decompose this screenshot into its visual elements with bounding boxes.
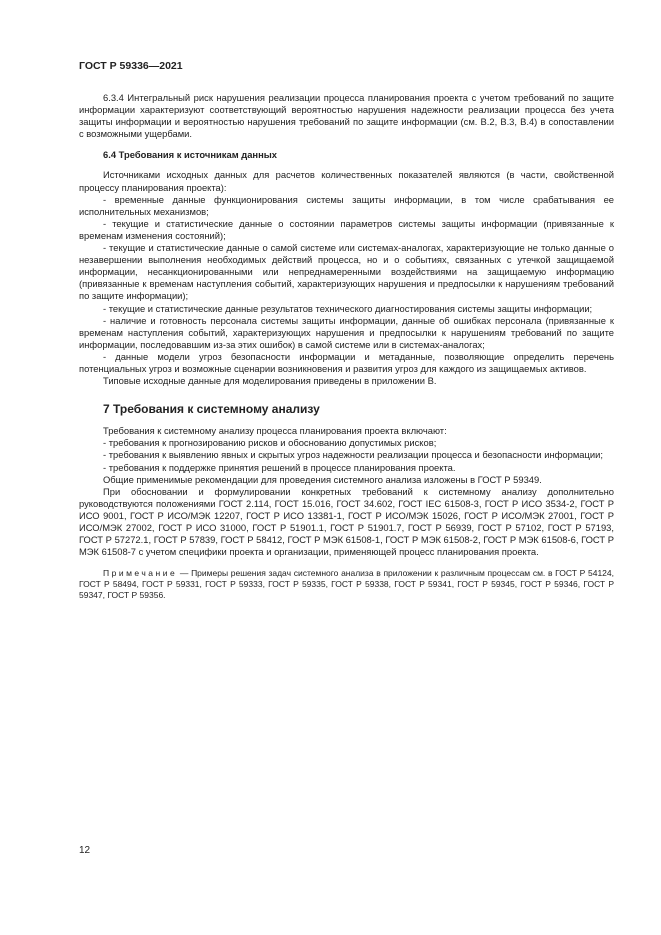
list-item: - требования к выявлению явных и скрытых угроз надежности реализации процесса и безопасности информации; bbox=[103, 449, 603, 461]
list-item: - временные данные функционирования системы защиты информации, в том числе срабатывания ее исполнительных механизмов; bbox=[79, 193, 614, 217]
page-content bbox=[79, 92, 614, 601]
list-item: - текущие и статистические данные результатов технического диагностирования системы защиты информации; bbox=[103, 302, 593, 314]
section-6-4-closing: Типовые исходные данные для моделирования приведены в приложении В. bbox=[103, 375, 437, 387]
list-item: - требования к поддержке принятия решений в процессе планирования проекта. bbox=[103, 461, 456, 473]
note-text: — Примеры решения задач системного анализа в приложении к различным процессам см. в ГОСТ Р 54124, ГОСТ Р 58494, ГОСТ Р 59331, ГОСТ Р 59333, ГОСТ Р 59335, ГОСТ Р 59338, ГОСТ Р 59341, ГОСТ Р 59345, ГОСТ Р 59346, ГОСТ Р 59347, ГОСТ Р 59356. bbox=[79, 568, 614, 601]
list-item: - данные модели угроз безопасности информации и метаданные, позволяющие определить перечень потенциальных угроз и возможные сценарии возникновения и развития угроз для каждого из защищаемых активов. bbox=[79, 350, 614, 374]
section-6-4-title: 6.4 Требования к источникам данных bbox=[103, 149, 277, 161]
note bbox=[79, 568, 614, 601]
page-number: 12 bbox=[79, 845, 91, 856]
section-6-4-intro: Источниками исходных данных для расчетов количественных показателей являются (в части, свойственной процессу планирования проекта): bbox=[79, 169, 614, 193]
section-7-title: 7 Требования к системному анализу bbox=[103, 402, 320, 417]
list-item: - текущие и статистические данные о самой системе или системах-аналогах, характеризующие не только данные о незавершении выполнения необходимых действий процесса, но и о событиях, связанных с утечкой защищаемой информации, несанкционированными или непреднамеренными воздействиями на защищаемую информацию (привязанные к временам наступления событий, характеризующих нарушения и предпосылки к нарушениям требований по защите информации); bbox=[79, 242, 614, 302]
note-label: Примечание bbox=[103, 568, 178, 579]
section-7-intro: Требования к системному анализу процесса планирования проекта включают: bbox=[103, 425, 447, 437]
document-header: ГОСТ Р 59336—2021 bbox=[79, 60, 183, 72]
paragraph-6-3-4: 6.3.4 Интегральный риск нарушения реализации процесса планирования проекта с учетом требований по защите информации характеризуют соответствующий вероятностью нарушения надежности реализации процесса без учета защиты информации и вероятностью нарушения требований по защите информации (см. В.2, В.3, В.4) в сопоставлении с возможными ущербами. bbox=[79, 92, 614, 140]
section-7-paragraph-1: Общие применимые рекомендации для проведения системного анализа изложены в ГОСТ Р 59349. bbox=[103, 473, 542, 485]
list-item: - требования к прогнозированию рисков и обоснованию допустимых рисков; bbox=[103, 437, 437, 449]
list-item: - наличие и готовность персонала системы защиты информации, данные об ошибках персонала (привязанные к временам наступления событий, характеризующих нарушения и предпосылки к нарушениям требований по защите информации, последовавшим из-за этих ошибок) в самой системе или в системах-аналогах; bbox=[79, 314, 614, 350]
section-7-paragraph-2: При обосновании и формулировании конкретных требований к системному анализу дополнительно руководствуются положениями ГОСТ 2.114, ГОСТ 15.016, ГОСТ 34.602, ГОСТ IEC 61508-3, ГОСТ Р ИСО 3534-2, ГОСТ Р ИСО 9001, ГОСТ Р ИСО/МЭК 12207, ГОСТ Р ИСО 13381-1, ГОСТ Р ИСО/МЭК 15026, ГОСТ Р ИСО/МЭК 27001, ГОСТ Р ИСО/МЭК 27002, ГОСТ Р ИСО 31000, ГОСТ Р 51901.1, ГОСТ Р 51901.7, ГОСТ Р 56939, ГОСТ Р 57102, ГОСТ Р 57193, ГОСТ Р 57272.1, ГОСТ Р 57839, ГОСТ Р 58412, ГОСТ Р МЭК 61508-1, ГОСТ Р МЭК 61508-2, ГОСТ Р МЭК 61508-6, ГОСТ Р МЭК 61508-7 с учетом специфики проекта и организации, применяющей процесс планирования проекта. bbox=[79, 485, 614, 558]
list-item: - текущие и статистические данные о состоянии параметров системы защиты информации (привязанные к временам изменения состояний); bbox=[79, 217, 614, 241]
